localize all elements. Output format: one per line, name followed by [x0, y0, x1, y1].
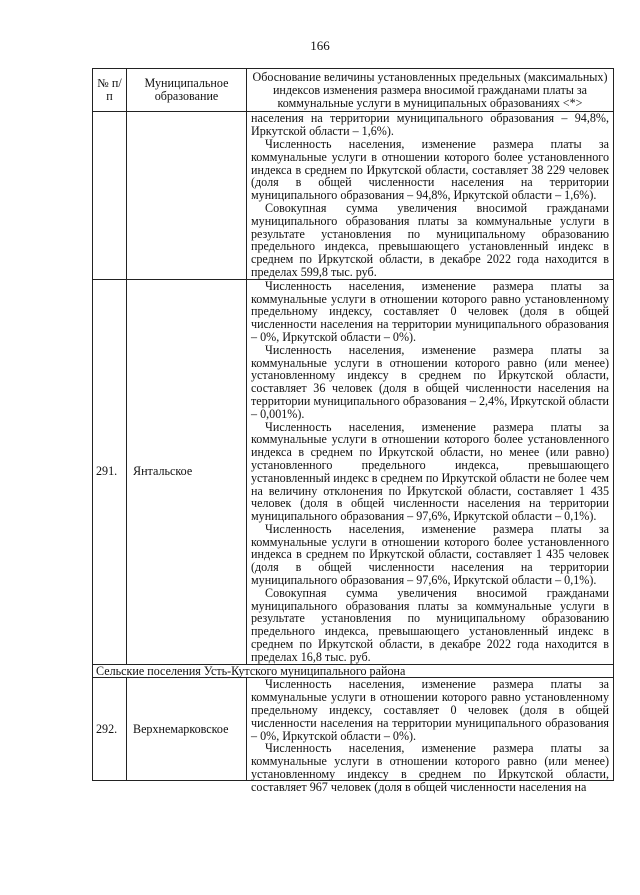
justification-clip	[251, 677, 609, 794]
index-justification-table	[92, 68, 614, 794]
paragraph: Численность населения, изменение размера платы за коммунальные услуги в отношении которого равно установленному предельному индексу, составляет 0 человек (доля в общей численности населения на территории муниципального образования – 0%, Иркутской области – 0%).	[251, 278, 609, 344]
paragraph: Численность населения, изменение размера платы за коммунальные услуги в отношении которого равно (или менее) установленному индексу в среднем по Иркутской области, составляет 967 человек (доля в общей численности населения на	[251, 741, 609, 794]
table-header-row	[93, 69, 614, 112]
row-number: 292.	[93, 678, 127, 781]
justification-cell	[247, 112, 614, 279]
paragraph: Численность населения, изменение размера платы за коммунальные услуги в отношении которого более установленного индекса в среднем по Иркутской области, составляет 38 229 человек (доля в общей численности населения на территории муниципального образования – 94,8%, Иркутской области – 1,6%).	[251, 136, 609, 203]
paragraph: Численность населения, изменение размера платы за коммунальные услуги в отношении которого более установленного индекса в среднем по Иркутской области, составляет 1 435 человек (доля в общей численности населения на территории муниципального образования – 97,6%, Иркутской области – 0,1%).	[251, 521, 609, 588]
table-row	[93, 112, 614, 279]
section-title: Сельские поселения Усть-Кутского муниципального района	[93, 664, 614, 678]
header-number: № п/п	[93, 69, 127, 112]
municipality-name: Янтальское	[127, 279, 247, 664]
table-row	[93, 678, 614, 781]
header-municipality: Муниципальное образование	[127, 69, 247, 112]
paragraph: Совокупная сумма увеличения вносимой гражданами муниципального образования платы за коммунальные услуги в результате установления по муниципальному образованию предельного индекса, превышающего установленный индекс в среднем по Иркутской области, в декабре 2022 года находится в пределах 16,8 тыс. руб.	[251, 585, 609, 664]
justification-cell	[247, 677, 614, 794]
header-justification: Обоснование величины установленных предельных (максимальных) индексов изменения размера вносимой гражданами платы за коммунальные услуги в муниципальных образованиях <*>	[247, 69, 614, 112]
paragraph: Численность населения, изменение размера платы за коммунальные услуги в отношении которого более установленного индекса в среднем по Иркутской области, но менее (или равно) установленного предельного индекса, превышающего установленный индекс в среднем по Иркутской области не более чем на величину отклонения по Иркутской области, составляет 1 435 человек (доля в общей численности населения на территории муниципального образования – 97,6%, Иркутской области – 0,1%).	[251, 419, 609, 524]
row-number-cell	[93, 112, 127, 279]
section-row	[93, 664, 614, 678]
paragraph: Численность населения, изменение размера платы за коммунальные услуги в отношении которого равно установленному предельному индексу, составляет 0 человек (доля в общей численности населения на территории муниципального образования – 0%, Иркутской области – 0%).	[251, 677, 609, 743]
table-row	[93, 279, 614, 664]
page-number: 166	[310, 38, 330, 53]
paragraph: населения на территории муниципального образования – 94,8%, Иркутской области – 1,6%).	[251, 111, 609, 139]
row-number: 291.	[93, 279, 127, 664]
paragraph: Численность населения, изменение размера платы за коммунальные услуги в отношении которого равно (или менее) установленному индексу в среднем по Иркутской области, составляет 36 человек (доля в общей численности населения на территории муниципального образования – 2,4%, Иркутской области – 0,001%).	[251, 342, 609, 421]
row-name-cell	[127, 112, 247, 279]
justification-cell	[247, 279, 614, 664]
paragraph: Совокупная сумма увеличения вносимой гражданами муниципального образования платы за коммунальные услуги в результате установления по муниципальному образованию предельного индекса, превышающего установленный индекс в среднем по Иркутской области, в декабре 2022 года находится в пределах 599,8 тыс. руб.	[251, 200, 609, 279]
municipality-name: Верхнемарковское	[127, 678, 247, 781]
